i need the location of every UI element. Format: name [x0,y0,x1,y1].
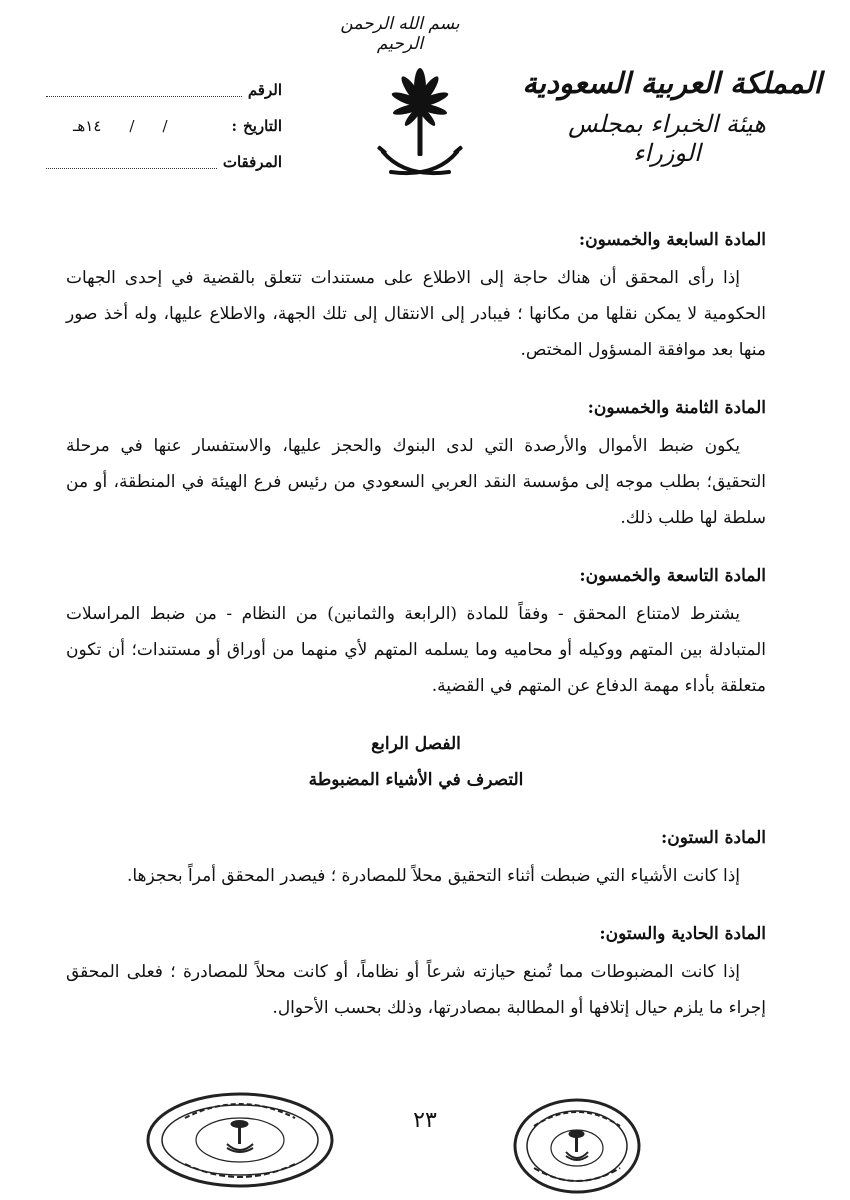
attachments-row [42,144,282,180]
attachments-dotted-line [46,156,217,169]
date-slash: / [129,117,135,135]
article-59-title: المادة التاسعة والخمسون: [579,566,766,586]
article-60-title: المادة الستون: [660,828,766,848]
article-61-text: إذا كانت المضبوطات مما تُمنع حيازته شرعاً أو نظاماً، أو كانت محلاً للمصادرة ؛ فعلى المحقق إجراء ما يلزم حيال إتلافها أو المطالبة بمصادرتها، وذلك بحسب الأحوال. [66,962,766,1018]
article-58-title: المادة الثامنة والخمسون: [587,398,766,418]
article-57-text: إذا رأى المحقق أن هناك حاجة إلى الاطلاع على مستندات تتعلق بالقضية في إحدى الجهات الحكومية لا يمكن نقلها من مكانها ؛ فيبادر إلى الانتقال إلى تلك الجهة، والاطلاع عليها، وله أخذ صور منها بعد موافقة المسؤول المختص. [66,268,766,360]
ref-number-row [42,72,282,108]
saudi-emblem-palm-swords-icon [375,60,465,190]
date-slash: / [162,117,168,135]
date-hijri-suffix: ١٤هـ [72,117,102,135]
ref-number-dotted-line [46,84,242,97]
article-57-title: المادة السابعة والخمسون: [578,230,766,250]
ref-number-label: الرقم [247,81,282,99]
reference-block [42,72,282,180]
attachments-label: المرفقات [222,153,282,171]
official-stamp-icon [512,1096,642,1196]
official-stamp-icon [145,1090,335,1190]
article-61-title: المادة الحادية والستون: [599,924,766,944]
page-number: ٢٣ [413,1108,437,1133]
chapter-title: الفصل الرابع [371,734,461,754]
date-label: التاريخ [243,117,282,135]
document-body [66,222,766,1048]
article-60-text: إذا كانت الأشياء التي ضبطت أثناء التحقيق محلاً للمصادرة ؛ فيصدر المحقق أمراً بحجزها. [126,866,740,886]
kingdom-name: المملكة العربية السعودية [522,66,822,100]
authority-name: هيئة الخبراء بمجلس الوزراء [568,110,766,167]
chapter-subtitle: التصرف في الأشياء المضبوطة [308,770,524,790]
article-58-text: يكون ضبط الأموال والأرصدة التي لدى البنوك والحجز عليها، والاستفسار عنها في مرحلة التحقيق؛ بطلب موجه إلى مؤسسة النقد العربي السعودي من رئيس فرع الهيئة في المنطقة، أو من سلطة لها طلب ذلك. [66,436,766,528]
date-fields [73,117,226,135]
article-59-text: يشترط لامتناع المحقق - وفقاً للمادة (الرابعة والثمانين) من النظام - من ضبط المراسلات المتبادلة بين المتهم ووكيله أو محاميه وما يسلمه المتهم لأي منهما من أوراق أو مستندات؛ أن تكون متعلقة بأداء مهمة الدفاع عن المتهم في القضية. [66,604,766,696]
basmala: بسم الله الرحمن الرحيم [340,14,460,54]
date-row: التاريخ : / / ١٤هـ [72,117,282,135]
